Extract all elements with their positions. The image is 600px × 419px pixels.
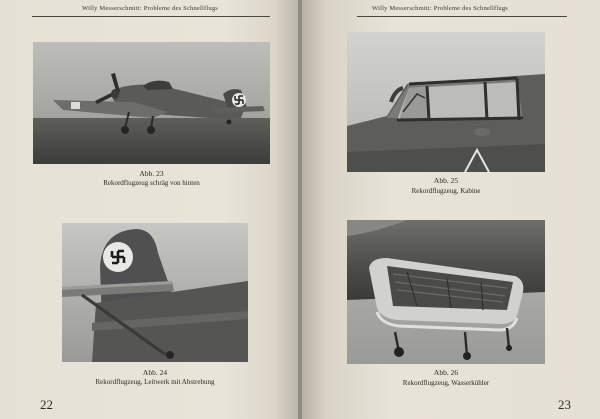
right-page (302, 0, 600, 419)
page-number-left: 22 (40, 397, 53, 412)
page-number-right: 23 (558, 397, 571, 412)
figure-caption: Rekordflugzeug schräg von hinten (103, 179, 200, 187)
figure-caption: Rekordflugzeug, Wasserkühler (402, 379, 490, 387)
left-page (0, 0, 298, 419)
photo-aircraft-rear-view (33, 42, 270, 164)
figure-number: Abb. 23 (139, 169, 164, 178)
figure-caption: Rekordflugzeug, Leitwerk mit Abstrebung (95, 378, 215, 386)
running-head-right: Willy Messerschmitt: Probleme des Schnellflugs (372, 5, 509, 12)
figure-number: Abb. 26 (433, 368, 459, 377)
figure-number: Abb. 25 (433, 176, 459, 185)
running-head-left: Willy Messerschmitt: Probleme des Schnellflugs (82, 5, 219, 12)
photo-tail-with-strut (62, 223, 248, 362)
header-rule-left (32, 16, 270, 17)
photo-cabin-canopy (347, 32, 545, 172)
photo-water-radiator (347, 220, 545, 364)
header-rule-right (357, 16, 567, 17)
figure-number: Abb. 24 (142, 368, 168, 377)
figure-caption: Rekordflugzeug, Kabine (411, 187, 481, 195)
